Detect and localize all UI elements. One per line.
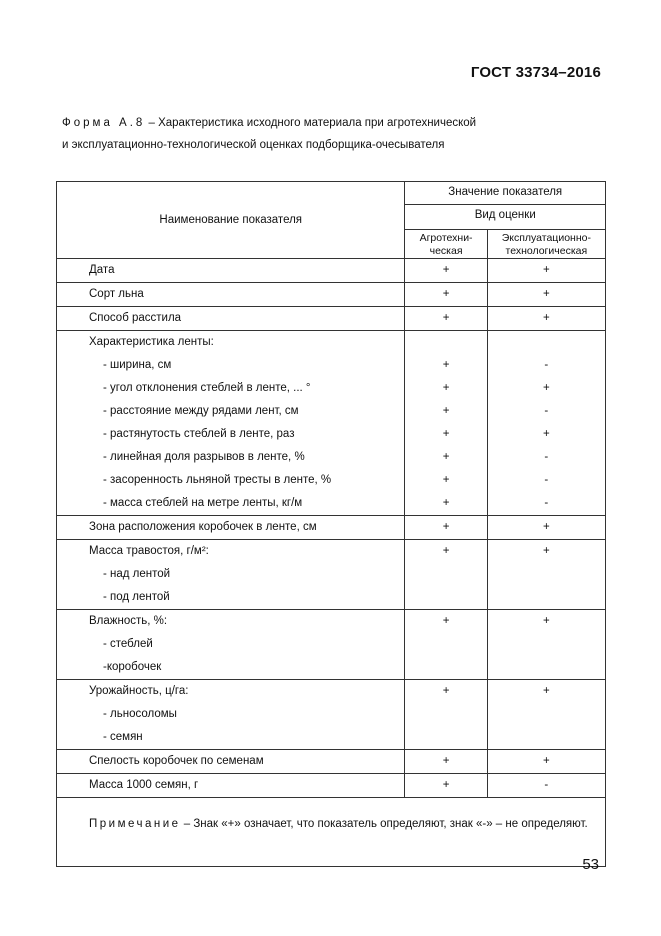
value-mark	[488, 656, 605, 679]
value-mark: +	[542, 615, 550, 627]
header-name: Наименование показателя	[57, 182, 405, 259]
header-value: Значение показателя	[405, 182, 606, 205]
expl-value-cell	[487, 610, 605, 680]
value-mark: +	[542, 428, 550, 440]
value-mark	[488, 563, 605, 586]
value-mark: +	[542, 264, 550, 276]
expl-value-cell	[487, 283, 605, 307]
table-row	[57, 259, 606, 283]
page-number: 53	[582, 856, 599, 873]
value-mark	[488, 331, 605, 354]
value-mark: +	[442, 405, 450, 417]
indicator-text: Сорт льна	[89, 288, 144, 300]
value-mark: -	[544, 359, 549, 371]
value-mark	[405, 633, 486, 656]
indicator-cell	[57, 331, 405, 516]
value-mark	[405, 703, 486, 726]
value-mark: +	[442, 312, 450, 324]
table-row	[57, 283, 606, 307]
value-mark	[488, 703, 605, 726]
value-mark: +	[542, 685, 550, 697]
table-row	[57, 516, 606, 540]
agro-value-cell	[405, 774, 487, 798]
indicator-cell	[57, 259, 405, 283]
value-mark: +	[442, 264, 450, 276]
indicator-text: - стеблей	[103, 638, 153, 650]
agro-value-cell	[405, 610, 487, 680]
table-row	[57, 307, 606, 331]
indicator-text: - линейная доля разрывов в ленте, %	[103, 451, 305, 463]
value-mark: +	[542, 288, 550, 300]
value-mark: +	[442, 359, 450, 371]
value-mark: +	[442, 288, 450, 300]
indicator-text: - семян	[103, 731, 143, 743]
value-mark: -	[544, 497, 549, 509]
table-row	[57, 540, 606, 610]
indicator-cell	[57, 516, 405, 540]
indicator-text: - под лентой	[103, 591, 170, 603]
expl-value-cell	[487, 331, 605, 516]
header-type: Вид оценки	[405, 205, 606, 230]
table-row	[57, 610, 606, 680]
form-label: Форма А.8	[62, 117, 146, 129]
indicator-text: Влажность, %:	[89, 615, 168, 627]
indicator-cell	[57, 774, 405, 798]
indicator-text: - угол отклонения стеблей в ленте, ... °	[103, 382, 311, 394]
value-mark	[488, 633, 605, 656]
value-mark: +	[542, 755, 550, 767]
table-note	[57, 798, 606, 867]
standard-number: ГОСТ 33734–2016	[470, 64, 601, 81]
value-mark	[405, 586, 486, 609]
indicator-text: - ширина, см	[103, 359, 172, 371]
indicator-text: - льносоломы	[103, 708, 177, 720]
indicator-cell	[57, 750, 405, 774]
value-mark: +	[442, 521, 450, 533]
form-caption	[62, 112, 622, 156]
expl-value-cell	[487, 774, 605, 798]
value-mark: +	[442, 428, 450, 440]
value-mark: +	[542, 545, 550, 557]
indicator-text: Дата	[89, 264, 115, 276]
agro-value-cell	[405, 516, 487, 540]
indicator-text: Урожайность, ц/га:	[89, 685, 189, 697]
note-text: – Знак «+» означает, что показатель определяют, знак «-» – не определяют.	[180, 818, 588, 830]
agro-value-cell	[405, 331, 487, 516]
value-mark: +	[442, 451, 450, 463]
indicator-text: - масса стеблей на метре ленты, кг/м	[103, 497, 303, 509]
indicator-text: Способ расстила	[89, 312, 182, 324]
value-mark: +	[442, 497, 450, 509]
indicator-text: Масса травостоя, г/м²:	[89, 545, 209, 557]
value-mark	[405, 563, 486, 586]
header-expl: Эксплуатационно- технологическая	[487, 230, 605, 259]
value-mark: +	[442, 615, 450, 627]
value-mark: -	[544, 474, 549, 486]
indicator-text: Спелость коробочек по семенам	[89, 755, 264, 767]
caption-line2: и эксплуатационно-технологической оценках подборщика-очесывателя	[62, 139, 445, 151]
agro-value-cell	[405, 540, 487, 610]
expl-value-cell	[487, 750, 605, 774]
value-mark: -	[544, 779, 549, 791]
expl-value-cell	[487, 259, 605, 283]
indicator-cell	[57, 610, 405, 680]
expl-value-cell	[487, 540, 605, 610]
expl-value-cell	[487, 307, 605, 331]
table-row	[57, 750, 606, 774]
agro-value-cell	[405, 750, 487, 774]
value-mark: +	[542, 312, 550, 324]
expl-value-cell	[487, 516, 605, 540]
indicator-text: Зона расположения коробочек в ленте, см	[89, 521, 317, 533]
value-mark	[405, 656, 486, 679]
indicator-text: - расстояние между рядами лент, см	[103, 405, 299, 417]
caption-line1: – Характеристика исходного материала при агротехнической	[145, 117, 477, 129]
table-row	[57, 331, 606, 516]
characteristics-table	[56, 181, 606, 867]
value-mark: +	[542, 382, 550, 394]
value-mark: +	[442, 685, 450, 697]
value-mark: +	[442, 779, 450, 791]
indicator-text: - растянутость стеблей в ленте, раз	[103, 428, 295, 440]
table-row	[57, 680, 606, 750]
note-label: Примечание	[89, 818, 181, 830]
expl-value-cell	[487, 680, 605, 750]
value-mark: +	[442, 545, 450, 557]
indicator-text: -коробочек	[103, 661, 162, 673]
indicator-cell	[57, 307, 405, 331]
value-mark: +	[542, 521, 550, 533]
value-mark	[405, 331, 486, 354]
header-agro: Агротехни- ческая	[405, 230, 487, 259]
agro-value-cell	[405, 283, 487, 307]
value-mark: -	[544, 451, 549, 463]
indicator-text: - засоренность льняной тресты в ленте, %	[103, 474, 332, 486]
value-mark: +	[442, 474, 450, 486]
value-mark: +	[442, 755, 450, 767]
value-mark	[405, 726, 486, 749]
agro-value-cell	[405, 259, 487, 283]
value-mark: +	[442, 382, 450, 394]
value-mark	[488, 586, 605, 609]
indicator-text: Характеристика ленты:	[89, 336, 214, 348]
indicator-cell	[57, 680, 405, 750]
agro-value-cell	[405, 307, 487, 331]
value-mark: -	[544, 405, 549, 417]
indicator-text: - над лентой	[103, 568, 171, 580]
table-row	[57, 774, 606, 798]
indicator-text: Масса 1000 семян, г	[89, 779, 199, 791]
indicator-cell	[57, 540, 405, 610]
agro-value-cell	[405, 680, 487, 750]
value-mark	[488, 726, 605, 749]
indicator-cell	[57, 283, 405, 307]
